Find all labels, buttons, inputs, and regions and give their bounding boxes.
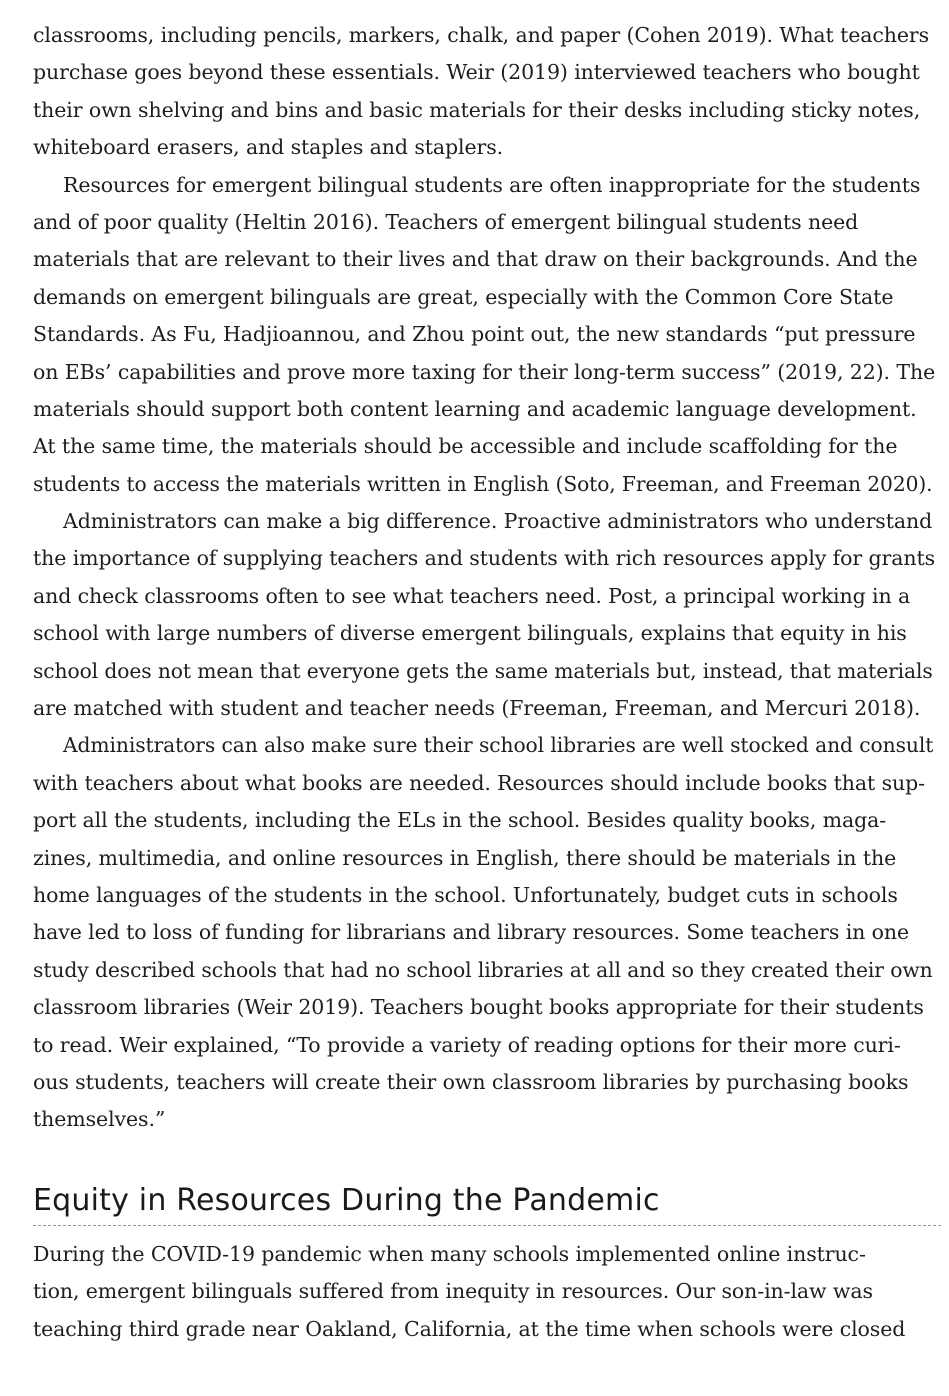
text-line: tion, emergent bilinguals suffered from inequity in resources. Our son-in-law was (33, 1279, 873, 1304)
text-line: the importance of supplying teachers and students with rich resources apply for grants (33, 546, 936, 571)
section-heading-rule (33, 1181, 941, 1226)
text-line: are matched with student and teacher needs (Freeman, Freeman, and Mercuri 2018). (33, 696, 921, 721)
text-line: to read. Weir explained, “To provide a variety of reading options for their more curi- (33, 1032, 901, 1057)
text-line: classrooms, including pencils, markers, chalk, and paper (Cohen 2019). What teachers (33, 23, 930, 47)
text-line: school does not mean that everyone gets the same materials but, instead, that materials (33, 658, 933, 683)
text-line: classroom libraries (Weir 2019). Teachers bought books appropriate for their students (33, 995, 924, 1020)
text-line: zines, multimedia, and online resources in English, there should be materials in the (33, 845, 897, 870)
text-line: materials that are relevant to their lives and that draw on their backgrounds. And the (33, 247, 918, 272)
text-line: on EBs’ capabilities and prove more taxing for their long-term success” (2019, 22). The (33, 359, 936, 384)
text-line: their own shelving and bins and basic materials for their desks including sticky notes, (33, 97, 921, 122)
paragraph-school-libraries (33, 727, 938, 1138)
text-line: At the same time, the materials should be accessible and include scaffolding for the (33, 434, 898, 459)
text-line: Administrators can make a big difference. Proactive administrators who understand (63, 509, 933, 534)
text-line: During the COVID-19 pandemic when many schools implemented online instruc- (33, 1241, 866, 1266)
document-page (33, 17, 938, 1348)
text-line: study described schools that had no school libraries at all and so they created their own (33, 957, 933, 982)
text-line: themselves.” (33, 1107, 166, 1132)
section-heading: Equity in Resources During the Pandemic (33, 1182, 660, 1218)
text-line: Resources for emergent bilingual students are often inappropriate for the students (63, 172, 921, 197)
text-line: home languages of the students in the school. Unfortunately, budget cuts in schools (33, 882, 898, 907)
text-line: purchase goes beyond these essentials. Weir (2019) interviewed teachers who bought (33, 60, 920, 85)
text-line: demands on emergent bilinguals are great, especially with the Common Core State (33, 284, 894, 309)
paragraph-pandemic (33, 1236, 938, 1348)
text-line: with teachers about what books are needed. Resources should include books that sup- (33, 770, 925, 795)
text-line: and check classrooms often to see what teachers need. Post, a principal working in a (33, 583, 911, 608)
text-line: port all the students, including the ELs in the school. Besides quality books, maga- (33, 808, 887, 833)
text-line: Standards. As Fu, Hadjioannou, and Zhou point out, the new standards “put pressure (33, 322, 916, 347)
text-line: materials should support both content learning and academic language development. (33, 396, 917, 421)
text-line: whiteboard erasers, and staples and staplers. (33, 135, 504, 160)
text-line: students to access the materials written in English (Soto, Freeman, and Freeman 2020). (33, 471, 933, 496)
paragraph-eb-resources (33, 167, 938, 504)
paragraph-teacher-purchases (33, 17, 938, 167)
text-line: and of poor quality (Heltin 2016). Teachers of emergent bilingual students need (33, 209, 859, 234)
paragraph-administrators (33, 503, 938, 727)
text-line: ous students, teachers will create their own classroom libraries by purchasing books (33, 1069, 909, 1094)
text-line: school with large numbers of diverse emergent bilinguals, explains that equity in his (33, 621, 907, 646)
text-line: have led to loss of funding for librarians and library resources. Some teachers in one (33, 920, 910, 945)
text-line: teaching third grade near Oakland, California, at the time when schools were closed (33, 1316, 906, 1341)
text-line: Administrators can also make sure their school libraries are well stocked and consult (63, 733, 934, 758)
